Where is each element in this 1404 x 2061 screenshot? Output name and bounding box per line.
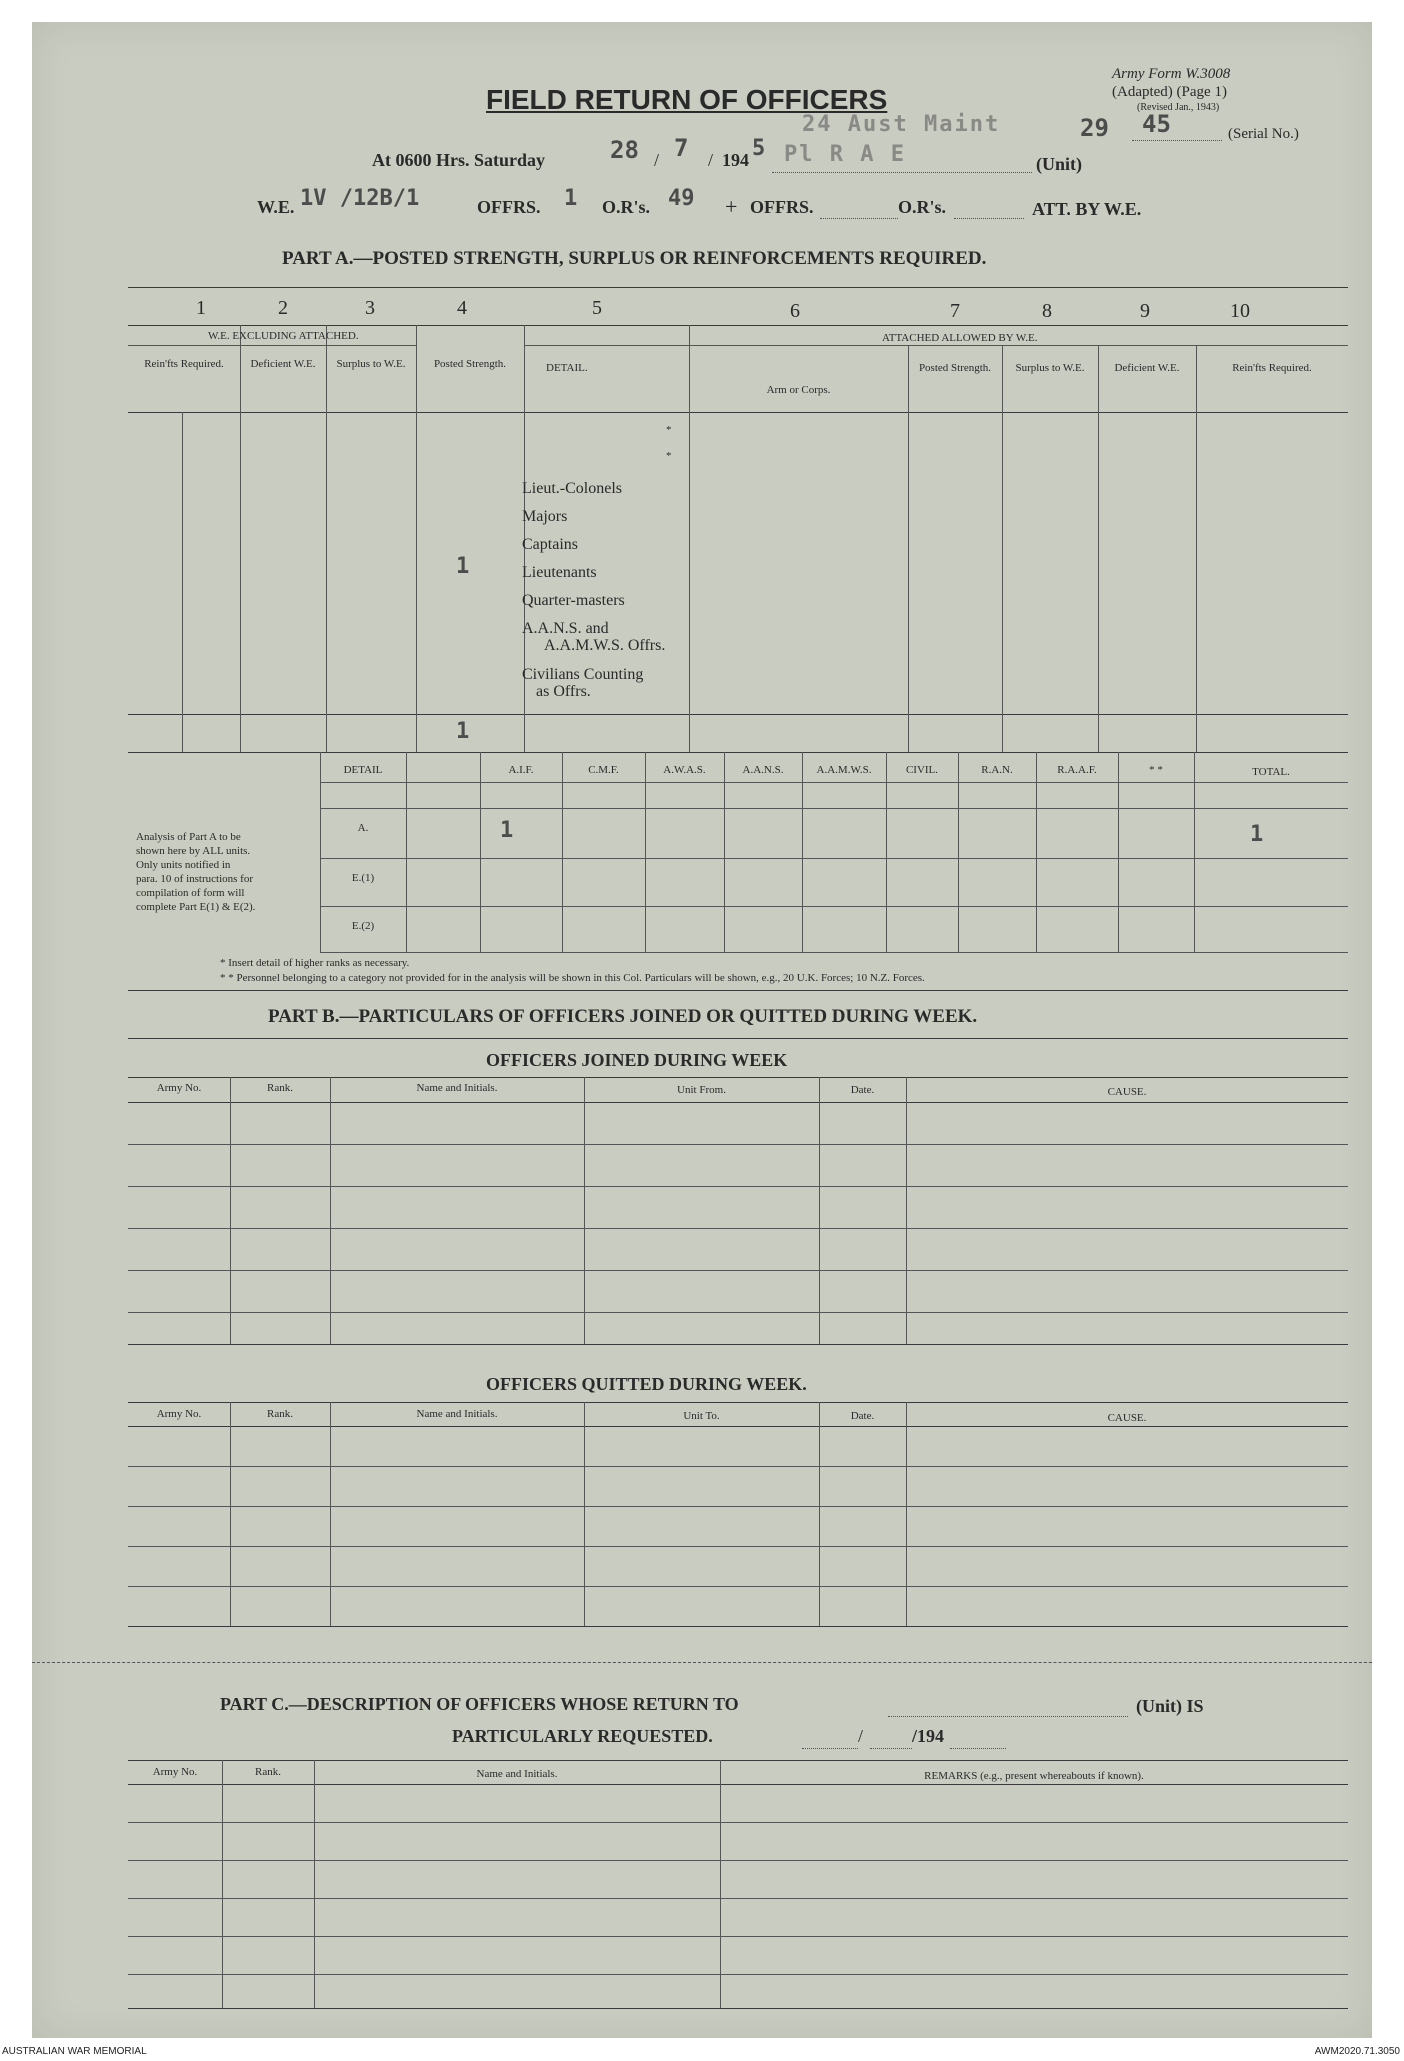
quitted-col-army-no: Army No. xyxy=(156,1408,202,1420)
part-c-heading-2: PARTICULARLY REQUESTED. xyxy=(452,1726,713,1746)
col-num-8: 8 xyxy=(1042,300,1052,322)
col-att-posted-strength: Posted Strength. xyxy=(918,362,992,374)
date-year-printed: 194 xyxy=(722,150,749,170)
star-row-1: * xyxy=(666,424,672,436)
quitted-col-unit-to: Unit To. xyxy=(683,1410,720,1422)
quitted-col-name: Name and Initials. xyxy=(416,1408,498,1420)
unit-label: (Unit) xyxy=(1036,154,1082,174)
part-c-col-army-no: Army No. xyxy=(152,1766,198,1778)
rank-civilians: Civilians Counting xyxy=(522,666,644,683)
analysis-aans-header: A.A.N.S. xyxy=(742,764,784,776)
rank-aamws: A.A.M.W.S. Offrs. xyxy=(544,637,666,654)
date-day: 28 xyxy=(610,136,639,164)
col-num-4: 4 xyxy=(457,297,467,319)
offrs2-label: OFFRS. xyxy=(750,197,814,217)
date-year-hw: 5 xyxy=(752,136,766,161)
part-b-heading: PART B.—PARTICULARS OF OFFICERS JOINED OR QUITTED DURING WEEK. xyxy=(268,1006,978,1027)
unit-stamp-top: 24 Aust Maint xyxy=(802,112,1001,137)
footer-archive-label: AUSTRALIAN WAR MEMORIAL xyxy=(2,2046,147,2057)
analysis-a-aif-value: 1 xyxy=(500,818,514,843)
analysis-aamws-header: A.A.M.W.S. xyxy=(816,764,872,776)
part-c-col-name: Name and Initials. xyxy=(476,1768,558,1780)
plus-sign: + xyxy=(725,194,738,219)
rank-civilians-2: as Offrs. xyxy=(536,683,591,700)
col-num-2: 2 xyxy=(278,297,288,319)
col-num-9: 9 xyxy=(1140,300,1150,322)
part-c-heading: PART C.—DESCRIPTION OF OFFICERS WHOSE RETURN TO xyxy=(220,1694,739,1714)
col-reinfts-required: Rein'fts Required. xyxy=(144,358,224,370)
joined-col-unit-from: Unit From. xyxy=(677,1084,726,1096)
lieutenants-posted-value: 1 xyxy=(456,554,470,579)
tear-line xyxy=(32,1662,1372,1663)
joined-col-rank: Rank. xyxy=(267,1082,293,1094)
offrs-label: OFFRS. xyxy=(477,197,541,217)
analysis-row-e2: E.(2) xyxy=(351,920,375,932)
joined-col-name: Name and Initials. xyxy=(416,1082,498,1094)
quitted-col-cause: CAUSE. xyxy=(1107,1412,1147,1424)
army-form-number: Army Form W.3008 xyxy=(1112,66,1231,82)
part-c-unit-is: (Unit) IS xyxy=(1136,1696,1204,1716)
we-excluding-heading: W.E. EXCLUDING ATTACHED. xyxy=(208,330,359,342)
unit-stamp-bottom: Pl R A E xyxy=(784,142,906,167)
analysis-detail-header: DETAIL xyxy=(343,764,383,776)
analysis-total-header: TOTAL. xyxy=(1252,766,1290,778)
footnote-personnel: * * Personnel belonging to a category not provided for in the analysis will be shown in this Col. Particulars will be shown, e.g., 20 U.K. Forces; 10 N.Z. Forces. xyxy=(220,972,925,984)
ors2-label: O.R's. xyxy=(898,197,947,217)
analysis-aif-header: A.I.F. xyxy=(508,764,534,776)
analysis-cmf-header: C.M.F. xyxy=(588,764,619,776)
footer-reference-number: AWM2020.71.3050 xyxy=(1314,2046,1400,2057)
analysis-note: Analysis of Part A to be shown here by ALL units. Only units notified in para. 10 of instructions for compilation of form will complete Part E(1) & E(2). xyxy=(136,831,256,913)
col-num-1: 1 xyxy=(196,297,206,319)
detail-heading: DETAIL. xyxy=(546,362,588,374)
col-num-7: 7 xyxy=(950,300,960,322)
analysis-civil-header: CIVIL. xyxy=(905,764,939,776)
part-a-heading: PART A.—POSTED STRENGTH, SURPLUS OR REINFORCEMENTS REQUIRED. xyxy=(282,248,987,269)
analysis-other-header: * * xyxy=(1149,764,1163,776)
serial-value: 29 xyxy=(1080,114,1109,142)
analysis-ran-header: R.A.N. xyxy=(981,764,1013,776)
col-num-10: 10 xyxy=(1230,300,1250,322)
analysis-row-a: A. xyxy=(357,822,369,834)
col-num-6: 6 xyxy=(790,300,800,322)
date-slash-1: / xyxy=(654,150,660,170)
col-num-5: 5 xyxy=(592,297,602,319)
quitted-heading: OFFICERS QUITTED DURING WEEK. xyxy=(486,1374,807,1394)
joined-col-date: Date. xyxy=(850,1084,875,1096)
col-posted-strength: Posted Strength. xyxy=(433,358,507,370)
ors-label: O.R's. xyxy=(602,197,651,217)
total-posted-value: 1 xyxy=(456,719,470,744)
form-title: FIELD RETURN OF OFFICERS xyxy=(486,84,888,115)
serial-year: 45 xyxy=(1142,110,1171,138)
part-c-col-remarks: REMARKS (e.g., present whereabouts if known). xyxy=(924,1770,1144,1782)
analysis-row-e1: E.(1) xyxy=(351,872,375,884)
part-c-date-year: /194 xyxy=(912,1726,945,1746)
rank-lieutenants: Lieutenants xyxy=(522,564,597,581)
rank-captains: Captains xyxy=(522,536,578,553)
rank-quarter-masters: Quarter-masters xyxy=(522,592,625,609)
quitted-col-date: Date. xyxy=(850,1410,875,1422)
attached-allowed-heading: ATTACHED ALLOWED BY W.E. xyxy=(882,332,1038,344)
analysis-raaf-header: R.A.A.F. xyxy=(1057,764,1097,776)
col-att-surplus-we: Surplus to W.E. xyxy=(1015,362,1085,374)
part-c-col-rank: Rank. xyxy=(255,1766,281,1778)
form-revised: (Revised Jan., 1943) xyxy=(1137,102,1220,113)
col-att-reinfts-required: Rein'fts Required. xyxy=(1232,362,1312,374)
at-hours-label: At 0600 Hrs. Saturday xyxy=(372,150,546,170)
analysis-awas-header: A.W.A.S. xyxy=(663,764,706,776)
col-num-3: 3 xyxy=(365,297,375,319)
offrs-value: 1 xyxy=(564,186,578,211)
quitted-col-rank: Rank. xyxy=(267,1408,293,1420)
col-deficient-we: Deficient W.E. xyxy=(250,358,316,370)
col-att-deficient-we: Deficient W.E. xyxy=(1114,362,1180,374)
date-slash-2: / xyxy=(708,150,714,170)
joined-col-cause: CAUSE. xyxy=(1107,1086,1147,1098)
rank-aans: A.A.N.S. and xyxy=(522,620,609,637)
joined-heading: OFFICERS JOINED DURING WEEK xyxy=(486,1050,788,1070)
form-adapted: (Adapted) (Page 1) xyxy=(1112,84,1227,100)
analysis-a-total-value: 1 xyxy=(1250,822,1264,847)
form-sheet xyxy=(32,22,1372,2038)
we-label: W.E. xyxy=(257,197,295,217)
serial-label: (Serial No.) xyxy=(1228,126,1299,142)
ors-value: 49 xyxy=(668,186,695,211)
col-surplus-we: Surplus to W.E. xyxy=(336,358,406,370)
joined-col-army-no: Army No. xyxy=(156,1082,202,1094)
footnote-insert-detail: * Insert detail of higher ranks as necessary. xyxy=(220,957,410,969)
date-month: 7 xyxy=(674,134,689,162)
rank-majors: Majors xyxy=(522,508,568,525)
we-value: 1V /12B/1 xyxy=(300,186,420,211)
col-arm-corps: Arm or Corps. xyxy=(766,384,831,396)
att-label: ATT. BY W.E. xyxy=(1032,199,1142,219)
part-c-date-slash: / xyxy=(858,1726,864,1746)
star-row-2: * xyxy=(666,450,672,462)
rank-lieut-colonels: Lieut.-Colonels xyxy=(522,480,622,497)
